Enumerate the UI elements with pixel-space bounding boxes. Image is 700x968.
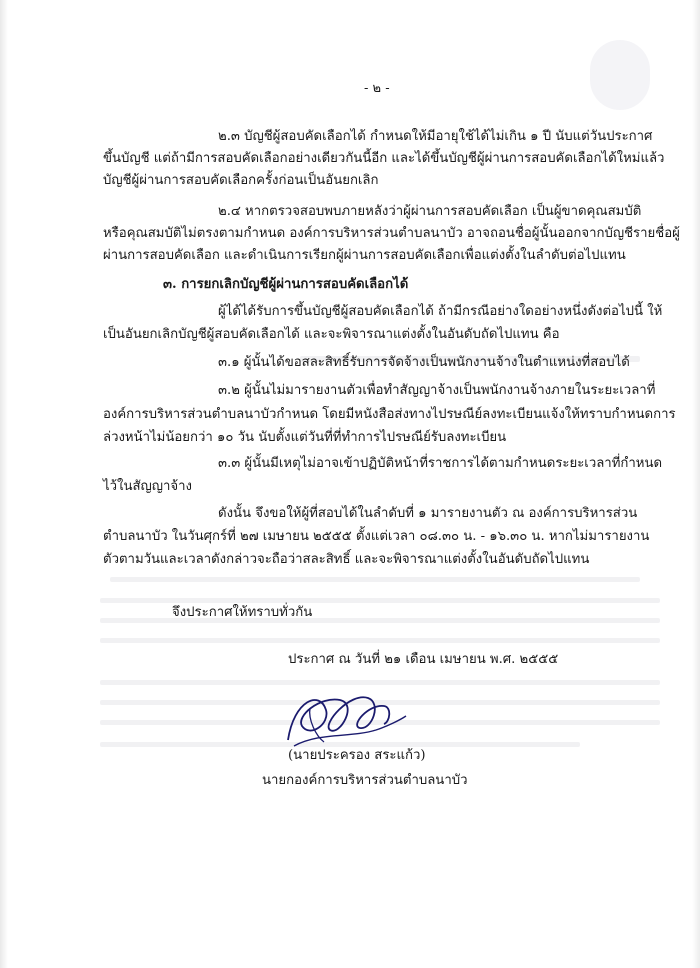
- bleed-through-emblem: [590, 40, 650, 110]
- item-3-3-line-2: ไว้ในสัญญาจ้าง: [103, 479, 192, 494]
- clause-2-4-line-1: ๒.๔ หากตรวจสอบพบภายหลังว่าผู้ผ่านการสอบคัดเลือก เป็นผู้ขาดคุณสมบัติ: [218, 204, 642, 219]
- item-3-2-line-2: องค์การบริหารส่วนตำบลนาบัวกำหนด โดยมีหนังสือส่งทางไปรษณีย์ลงทะเบียนแจ้งให้ทราบกำหนดการ: [103, 407, 676, 422]
- page-number: - ๒ -: [364, 81, 390, 96]
- bleed-through-mark: [100, 598, 660, 603]
- conclusion-line-3: ตัวตามวันและเวลาดังกล่าวจะถือว่าสละสิทธิ์ และจะพิจารณาแต่งตั้งในอันดับถัดไปแทน: [103, 552, 590, 567]
- item-3-2-line-1: ๓.๒ ผู้นั้นไม่มารายงานตัวเพื่อทำสัญญาจ้างเป็นพนักงานจ้างภายในระยะเวลาที่: [218, 383, 656, 398]
- signer-title: นายกองค์การบริหารส่วนตำบลนาบัว: [262, 773, 468, 788]
- announcement: จึงประกาศให้ทราบทั่วกัน: [172, 605, 313, 620]
- bleed-through-mark: [100, 638, 660, 643]
- item-3-2-line-3: ล่วงหน้าไม่น้อยกว่า ๑๐ วัน นับตั้งแต่วันที่ที่ทำการไปรษณีย์รับลงทะเบียน: [103, 430, 507, 445]
- signer-name: (นายประครอง สระแก้ว): [288, 748, 426, 763]
- section-3-intro-2: เป็นอันยกเลิกบัญชีผู้สอบคัดเลือกได้ และจะพิจารณาแต่งตั้งในอันดับถัดไปแทน คือ: [103, 327, 560, 342]
- clause-2-3-line-1: ๒.๓ บัญชีผู้สอบคัดเลือกได้ กำหนดให้มีอายุใช้ได้ไม่เกิน ๑ ปี นับแต่วันประกาศ: [218, 129, 653, 144]
- clause-2-3-line-2: ขึ้นบัญชี แต่ถ้ามีการสอบคัดเลือกอย่างเดียวกันนี้อีก และได้ขึ้นบัญชีผู้ผ่านการสอบคัดเลือกได้ใหม่แล้ว: [103, 151, 665, 166]
- date-line: ประกาศ ณ วันที่ ๒๑ เดือน เมษายน พ.ศ. ๒๕๕๕: [288, 652, 559, 667]
- item-3-3-line-1: ๓.๓ ผู้นั้นมีเหตุไม่อาจเข้าปฏิบัติหน้าที่ราชการได้ตามกำหนดระยะเวลาที่กำหนด: [218, 456, 663, 471]
- clause-2-4-line-2: หรือคุณสมบัติไม่ตรงตามกำหนด องค์การบริหารส่วนตำบลนาบัว อาจถอนชื่อผู้นั้นออกจากบัญชีรายชื่อผู้: [103, 226, 680, 241]
- conclusion-line-2: ตำบลนาบัว ในวันศุกร์ที่ ๒๗ เมษายน ๒๕๕๕ ตั้งแต่เวลา ๐๘.๓๐ น. - ๑๖.๓๐ น. หากไม่มารายงาน: [103, 529, 650, 544]
- clause-2-3-line-3: บัญชีผู้ผ่านการสอบคัดเลือกครั้งก่อนเป็นอันยกเลิก: [103, 173, 379, 188]
- item-3-1: ๓.๑ ผู้นั้นได้ขอสละสิทธิ์รับการจัดจ้างเป็นพนักงานจ้างในตำแหน่งที่สอบได้: [218, 355, 630, 370]
- section-3-intro-1: ผู้ได้ได้รับการขึ้นบัญชีผู้สอบคัดเลือกได้ ถ้ามีกรณีอย่างใดอย่างหนึ่งดังต่อไปนี้ ให้: [218, 304, 663, 319]
- section-3-heading: ๓. การยกเลิกบัญชีผู้ผ่านการสอบคัดเลือกได้: [163, 277, 409, 292]
- bleed-through-mark: [110, 577, 640, 582]
- clause-2-4-line-3: ผ่านการสอบคัดเลือก และดำเนินการเรียกผู้ผ่านการสอบคัดเลือกเพื่อแต่งตั้งในลำดับต่อไปแทน: [103, 248, 626, 263]
- conclusion-line-1: ดังนั้น จึงขอให้ผู้ที่สอบได้ในลำดับที่ ๑ มารายงานตัว ณ องค์การบริหารส่วน: [218, 506, 638, 521]
